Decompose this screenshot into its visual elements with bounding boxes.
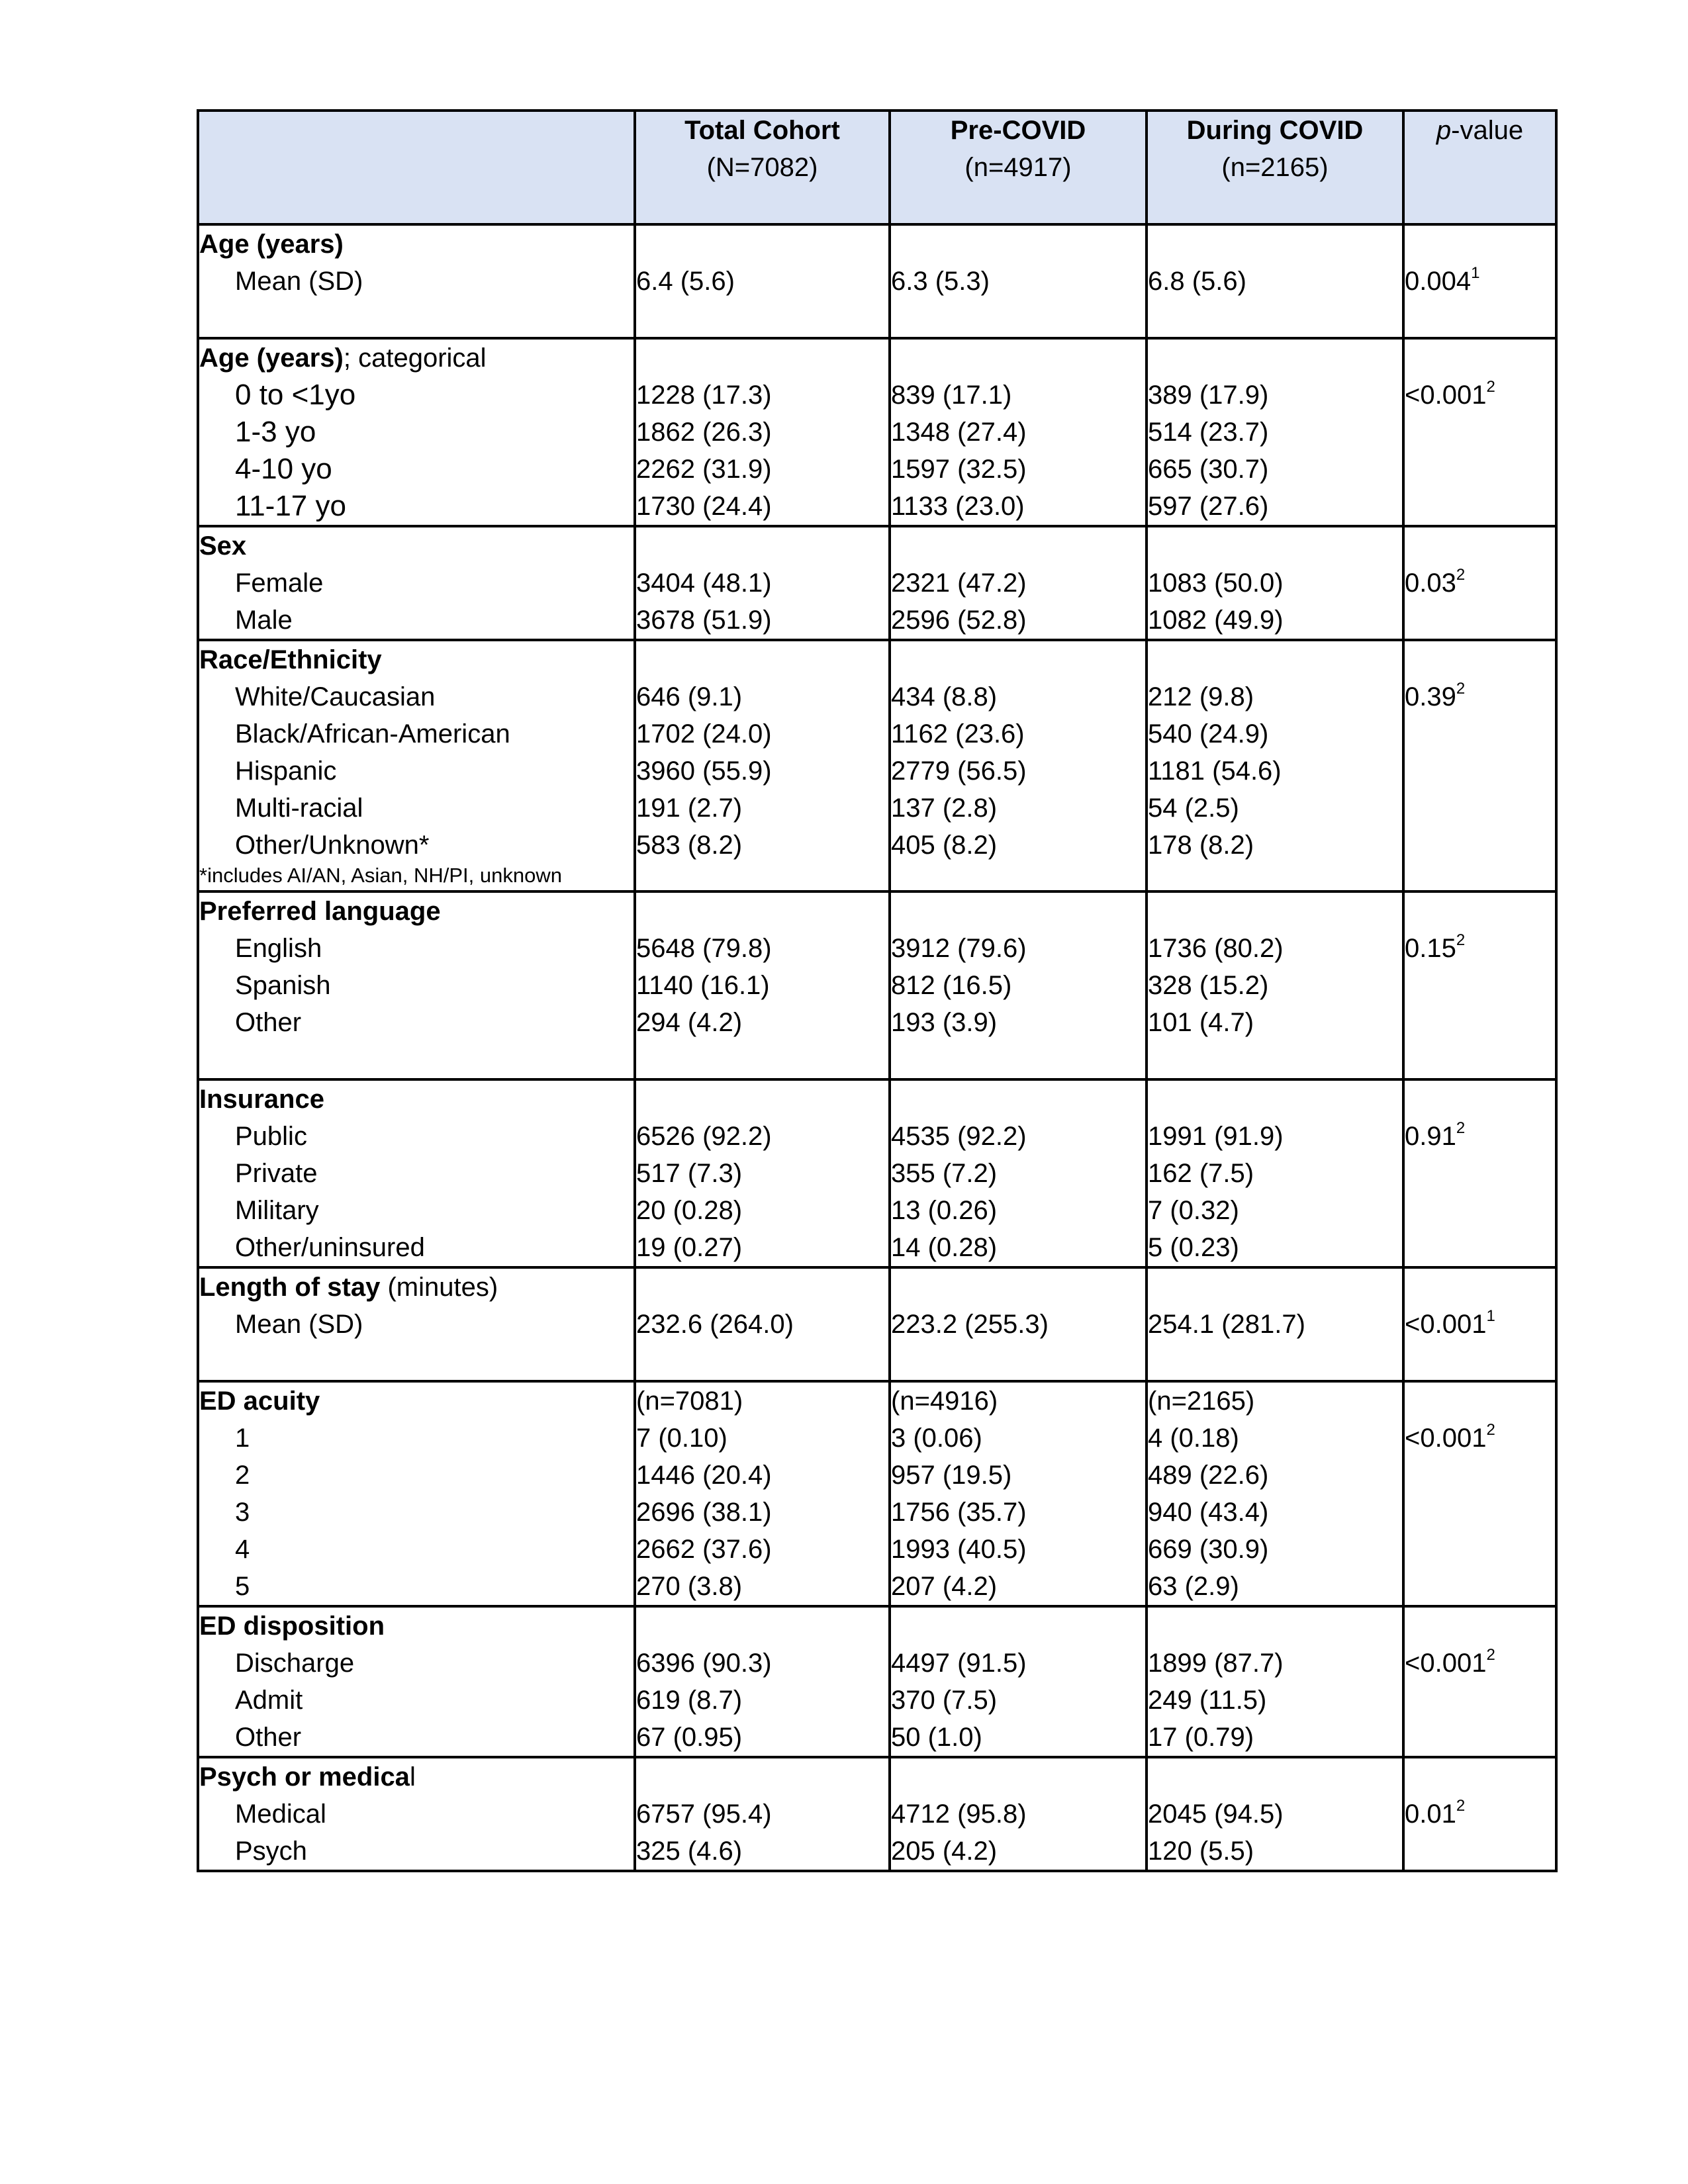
pre-covid-cell: [890, 526, 1147, 640]
cell-value: 370 (7.5): [891, 1686, 998, 1715]
subgroup-n: [891, 641, 1145, 678]
section-label-cell: [198, 1606, 635, 1757]
row-label: Other: [235, 1008, 302, 1037]
cell-value: 434 (8.8): [891, 682, 998, 711]
row-label: Female: [235, 569, 324, 598]
p-value-footnote-marker: 2: [1456, 679, 1466, 698]
table-section-row: [198, 891, 1556, 1079]
header-total-cohort-title: Total Cohort: [684, 116, 840, 145]
header-total-cohort: [635, 111, 890, 224]
p-value-number: 0.03: [1405, 569, 1456, 598]
p-value-cell: [1403, 1267, 1556, 1381]
header-p-value: [1403, 111, 1556, 224]
spacer: [1405, 1081, 1555, 1118]
p-value-number: <0.001: [1405, 1649, 1487, 1678]
p-value-footnote-marker: 2: [1456, 1118, 1466, 1137]
cell-value: 597 (27.6): [1148, 492, 1269, 521]
total-cohort-cell: [635, 224, 890, 338]
p-value: [1405, 1796, 1555, 1833]
p-value-footnote-marker: 1: [1471, 263, 1480, 282]
cell-value: 1862 (26.3): [636, 418, 772, 447]
cell-value: 270 (3.8): [636, 1572, 743, 1601]
subgroup-n: [636, 1758, 888, 1796]
p-value: [1405, 1306, 1555, 1343]
section-heading: [199, 1758, 633, 1796]
cell-value: 193 (3.9): [891, 1008, 998, 1037]
row-label: Other: [235, 1723, 302, 1752]
section-label-cell: [198, 891, 635, 1079]
during-covid-cell: [1147, 640, 1403, 891]
cell-value: 1702 (24.0): [636, 719, 772, 749]
cell-value: 7 (0.10): [636, 1424, 727, 1453]
row-label: White/Caucasian: [235, 682, 436, 711]
p-value-cell: [1403, 1079, 1556, 1267]
spacer: [199, 1041, 633, 1078]
p-value: [1405, 263, 1555, 300]
cell-value: 2662 (37.6): [636, 1535, 772, 1564]
cell-value: 50 (1.0): [891, 1723, 982, 1752]
p-value: [1405, 565, 1555, 602]
subgroup-n: [636, 527, 888, 565]
section-title-extra: ; categorical: [343, 343, 487, 373]
row-label: Male: [235, 606, 293, 635]
cell-value: 120 (5.5): [1148, 1837, 1254, 1866]
cell-value: 5648 (79.8): [636, 934, 772, 963]
row-label: Hispanic: [235, 756, 337, 786]
cell-value: 6.4 (5.6): [636, 267, 735, 296]
row-label: Multi-racial: [235, 794, 363, 823]
header-pre-covid-title: Pre-COVID: [950, 116, 1086, 145]
cell-value: 619 (8.7): [636, 1686, 743, 1715]
section-title: Psych or medica: [199, 1762, 410, 1792]
subgroup-n: [636, 893, 888, 930]
subgroup-n: (n=7081): [636, 1387, 743, 1416]
pre-covid-cell: [890, 1757, 1147, 1871]
cell-value: 4 (0.18): [1148, 1424, 1239, 1453]
section-title: Age (years): [199, 230, 344, 259]
cell-value: 489 (22.6): [1148, 1461, 1269, 1490]
total-cohort-cell: [635, 338, 890, 526]
subgroup-n: [891, 226, 1145, 263]
header-during-covid: [1147, 111, 1403, 224]
cell-value: 212 (9.8): [1148, 682, 1254, 711]
spacer: [1405, 893, 1555, 930]
section-label-cell: [198, 1267, 635, 1381]
cell-value: 583 (8.2): [636, 831, 743, 860]
cell-value: 6.8 (5.6): [1148, 267, 1246, 296]
subgroup-n: (n=2165): [1148, 1387, 1255, 1416]
cell-value: 1597 (32.5): [891, 455, 1027, 484]
row-label: 11-17 yo: [235, 490, 346, 522]
p-value-cell: [1403, 224, 1556, 338]
spacer: [1405, 641, 1555, 678]
cell-value: 4712 (95.8): [891, 1799, 1027, 1829]
section-heading: [199, 1608, 633, 1645]
section-title: Sex: [199, 531, 247, 561]
subgroup-n: [891, 527, 1145, 565]
subgroup-n: [636, 1081, 888, 1118]
cell-value: 665 (30.7): [1148, 455, 1269, 484]
during-covid-cell: [1147, 1267, 1403, 1381]
pre-covid-cell: [890, 891, 1147, 1079]
row-label: 4-10 yo: [235, 453, 332, 485]
table-section-row: [198, 1079, 1556, 1267]
p-value: [1405, 678, 1555, 715]
row-label: Military: [235, 1196, 319, 1225]
spacer: [1405, 340, 1555, 377]
p-value-cell: [1403, 1381, 1556, 1606]
subgroup-n: [636, 340, 888, 377]
cell-value: 6396 (90.3): [636, 1649, 772, 1678]
header-total-cohort-n: (N=7082): [706, 153, 818, 182]
pre-covid-cell: [890, 1381, 1147, 1606]
cell-value: 3404 (48.1): [636, 569, 772, 598]
cell-value: 405 (8.2): [891, 831, 998, 860]
row-label: Other/Unknown*: [235, 831, 430, 860]
subgroup-n: [1148, 226, 1402, 263]
row-label: Mean (SD): [235, 267, 363, 296]
subgroup-n: [1148, 1608, 1402, 1645]
section-title-extra: (minutes): [380, 1273, 498, 1302]
cell-value: 957 (19.5): [891, 1461, 1012, 1490]
subgroup-n: [1148, 641, 1402, 678]
section-heading: [199, 226, 633, 263]
row-label: Discharge: [235, 1649, 355, 1678]
section-title: ED acuity: [199, 1387, 320, 1416]
p-value-cell: [1403, 640, 1556, 891]
subgroup-n: [1148, 527, 1402, 565]
p-value-footnote-marker: 2: [1456, 565, 1466, 584]
row-label: 3: [235, 1498, 250, 1527]
subgroup-n: [636, 641, 888, 678]
cell-value: 2045 (94.5): [1148, 1799, 1284, 1829]
cell-value: 19 (0.27): [636, 1233, 743, 1262]
p-value-footnote-marker: 1: [1486, 1306, 1495, 1325]
total-cohort-cell: [635, 1267, 890, 1381]
row-label: 1: [235, 1424, 250, 1453]
row-label: Mean (SD): [235, 1310, 363, 1339]
spacer: [1405, 1608, 1555, 1645]
section-heading: [199, 1383, 633, 1420]
p-value-number: 0.15: [1405, 934, 1456, 963]
cell-value: 540 (24.9): [1148, 719, 1269, 749]
cell-value: 5 (0.23): [1148, 1233, 1239, 1262]
section-label-cell: [198, 1757, 635, 1871]
subgroup-n: [891, 1608, 1145, 1645]
section-heading: [199, 1081, 633, 1118]
pre-covid-cell: [890, 1606, 1147, 1757]
spacer: [1405, 226, 1555, 263]
table-section-row: [198, 1757, 1556, 1871]
cell-value: 205 (4.2): [891, 1837, 998, 1866]
table-section-row: [198, 1267, 1556, 1381]
p-value-cell: [1403, 1757, 1556, 1871]
cell-value: 1756 (35.7): [891, 1498, 1027, 1527]
row-label: Medical: [235, 1799, 326, 1829]
p-value-number: 0.91: [1405, 1122, 1456, 1151]
spacer: [199, 1343, 633, 1380]
p-value-cell: [1403, 526, 1556, 640]
cell-value: 223.2 (255.3): [891, 1310, 1049, 1339]
cell-value: 1140 (16.1): [636, 971, 770, 1000]
cell-value: 517 (7.3): [636, 1159, 743, 1188]
cell-value: 2779 (56.5): [891, 756, 1027, 786]
spacer: [1405, 527, 1555, 565]
cell-value: 3912 (79.6): [891, 934, 1027, 963]
cell-value: 3678 (51.9): [636, 606, 772, 635]
during-covid-cell: [1147, 1381, 1403, 1606]
cell-value: 249 (11.5): [1148, 1686, 1267, 1715]
subgroup-n: [891, 1081, 1145, 1118]
cell-value: 7 (0.32): [1148, 1196, 1239, 1225]
total-cohort-cell: [635, 1079, 890, 1267]
during-covid-cell: [1147, 224, 1403, 338]
section-heading: [199, 527, 633, 565]
cell-value: 1446 (20.4): [636, 1461, 772, 1490]
row-label: English: [235, 934, 322, 963]
section-title-extra: l: [409, 1762, 416, 1792]
spacer: [199, 300, 633, 337]
cell-value: 20 (0.28): [636, 1196, 743, 1225]
during-covid-cell: [1147, 1606, 1403, 1757]
demographics-table: [197, 109, 1558, 1872]
row-label: Private: [235, 1159, 318, 1188]
subgroup-n: [891, 340, 1145, 377]
table-section-row: [198, 640, 1556, 891]
section-label-cell: [198, 526, 635, 640]
row-label: 1-3 yo: [235, 416, 316, 448]
cell-value: 325 (4.6): [636, 1837, 743, 1866]
pre-covid-cell: [890, 640, 1147, 891]
p-value: [1405, 377, 1555, 414]
p-value-footnote-marker: 2: [1456, 1796, 1466, 1815]
section-label-cell: [198, 1381, 635, 1606]
cell-value: 1083 (50.0): [1148, 569, 1284, 598]
cell-value: 2262 (31.9): [636, 455, 772, 484]
subgroup-n: [636, 226, 888, 263]
cell-value: 6526 (92.2): [636, 1122, 772, 1151]
row-label: 4: [235, 1535, 250, 1564]
cell-value: 2596 (52.8): [891, 606, 1027, 635]
table-section-row: [198, 1606, 1556, 1757]
total-cohort-cell: [635, 891, 890, 1079]
pre-covid-cell: [890, 338, 1147, 526]
cell-value: 63 (2.9): [1148, 1572, 1239, 1601]
subgroup-n: [891, 893, 1145, 930]
p-value: [1405, 1118, 1555, 1155]
header-p-value-italic: p: [1436, 116, 1452, 145]
section-heading: [199, 893, 633, 930]
subgroup-n: (n=4916): [891, 1387, 998, 1416]
spacer: [1405, 1269, 1555, 1306]
cell-value: 1228 (17.3): [636, 381, 772, 410]
row-label: Psych: [235, 1837, 307, 1866]
cell-value: 1082 (49.9): [1148, 606, 1284, 635]
cell-value: 191 (2.7): [636, 794, 743, 823]
header-pre-covid: [890, 111, 1147, 224]
cell-value: 101 (4.7): [1148, 1008, 1254, 1037]
header-during-covid-n: (n=2165): [1221, 153, 1329, 182]
row-label: Black/African-American: [235, 719, 510, 749]
during-covid-cell: [1147, 338, 1403, 526]
section-title: Length of stay: [199, 1273, 381, 1302]
footnote: *includes AI/AN, Asian, NH/PI, unknown: [199, 864, 562, 887]
section-label-cell: [198, 338, 635, 526]
cell-value: 328 (15.2): [1148, 971, 1269, 1000]
cell-value: 1133 (23.0): [891, 492, 1025, 521]
row-label: 0 to <1yo: [235, 379, 356, 411]
cell-value: 4535 (92.2): [891, 1122, 1027, 1151]
cell-value: 4497 (91.5): [891, 1649, 1027, 1678]
subgroup-n: [636, 1608, 888, 1645]
total-cohort-cell: [635, 526, 890, 640]
header-during-covid-title: During COVID: [1186, 116, 1364, 145]
cell-value: 514 (23.7): [1148, 418, 1269, 447]
section-label-cell: [198, 640, 635, 891]
total-cohort-cell: [635, 1606, 890, 1757]
table-header-row: [198, 111, 1556, 224]
subgroup-n: [636, 1269, 888, 1306]
cell-value: 2696 (38.1): [636, 1498, 772, 1527]
row-label: Public: [235, 1122, 307, 1151]
p-value-footnote-marker: 2: [1456, 931, 1466, 949]
section-heading: [199, 641, 633, 678]
total-cohort-cell: [635, 640, 890, 891]
cell-value: 178 (8.2): [1148, 831, 1254, 860]
section-label-cell: [198, 1079, 635, 1267]
during-covid-cell: [1147, 891, 1403, 1079]
cell-value: 162 (7.5): [1148, 1159, 1254, 1188]
cell-value: 812 (16.5): [891, 971, 1012, 1000]
pre-covid-cell: [890, 224, 1147, 338]
header-pre-covid-n: (n=4917): [964, 153, 1072, 182]
subgroup-n: [1148, 893, 1402, 930]
row-label: Spanish: [235, 971, 331, 1000]
p-value: [1405, 1420, 1555, 1457]
section-title: Race/Ethnicity: [199, 645, 382, 674]
total-cohort-cell: [635, 1381, 890, 1606]
header-empty-cell: [198, 111, 635, 224]
p-value: [1405, 930, 1555, 967]
cell-value: 54 (2.5): [1148, 794, 1239, 823]
cell-value: 1736 (80.2): [1148, 934, 1284, 963]
cell-value: 1993 (40.5): [891, 1535, 1027, 1564]
table-section-row: [198, 526, 1556, 640]
total-cohort-cell: [635, 1757, 890, 1871]
table-section-row: [198, 224, 1556, 338]
p-value-number: <0.001: [1405, 1424, 1487, 1453]
cell-value: 1899 (87.7): [1148, 1649, 1284, 1678]
cell-value: 1348 (27.4): [891, 418, 1027, 447]
cell-value: 14 (0.28): [891, 1233, 998, 1262]
header-p-value-rest: -value: [1451, 116, 1524, 145]
cell-value: 1181 (54.6): [1148, 756, 1282, 786]
spacer: [1405, 1758, 1555, 1796]
subgroup-n: [1148, 340, 1402, 377]
section-title: ED disposition: [199, 1612, 385, 1641]
section-heading: [199, 1269, 633, 1306]
cell-value: 17 (0.79): [1148, 1723, 1254, 1752]
cell-value: 646 (9.1): [636, 682, 743, 711]
cell-value: 940 (43.4): [1148, 1498, 1269, 1527]
p-value-number: 0.01: [1405, 1799, 1456, 1829]
row-label: 2: [235, 1461, 250, 1490]
p-value-number: 0.39: [1405, 682, 1456, 711]
cell-value: 294 (4.2): [636, 1008, 743, 1037]
subgroup-n: [891, 1269, 1145, 1306]
cell-value: 1991 (91.9): [1148, 1122, 1284, 1151]
p-value-cell: [1403, 891, 1556, 1079]
cell-value: 254.1 (281.7): [1148, 1310, 1305, 1339]
cell-value: 137 (2.8): [891, 794, 998, 823]
p-value-footnote-marker: 2: [1486, 1420, 1495, 1439]
p-value-cell: [1403, 338, 1556, 526]
cell-value: 3960 (55.9): [636, 756, 772, 786]
cell-value: 6757 (95.4): [636, 1799, 772, 1829]
table-section-row: [198, 1381, 1556, 1606]
p-value-cell: [1403, 1606, 1556, 1757]
section-heading: [199, 340, 633, 377]
pre-covid-cell: [890, 1267, 1147, 1381]
section-title: Age (years): [199, 343, 344, 373]
during-covid-cell: [1147, 526, 1403, 640]
subgroup-n: [1148, 1758, 1402, 1796]
spacer: [1405, 1383, 1555, 1420]
p-value-footnote-marker: 2: [1486, 377, 1495, 396]
p-value-number: <0.001: [1405, 1310, 1487, 1339]
cell-value: 669 (30.9): [1148, 1535, 1269, 1564]
section-title: Preferred language: [199, 897, 441, 926]
subgroup-n: [1148, 1081, 1402, 1118]
subgroup-n: [1148, 1269, 1402, 1306]
cell-value: 2321 (47.2): [891, 569, 1027, 598]
row-label: 5: [235, 1572, 250, 1601]
subgroup-n: [891, 1758, 1145, 1796]
cell-value: 355 (7.2): [891, 1159, 998, 1188]
row-label: Other/uninsured: [235, 1233, 425, 1262]
row-label: Admit: [235, 1686, 303, 1715]
cell-value: 67 (0.95): [636, 1723, 743, 1752]
cell-value: 207 (4.2): [891, 1572, 998, 1601]
during-covid-cell: [1147, 1757, 1403, 1871]
cell-value: 6.3 (5.3): [891, 267, 990, 296]
cell-value: 389 (17.9): [1148, 381, 1269, 410]
section-label-cell: [198, 224, 635, 338]
cell-value: 1162 (23.6): [891, 719, 1025, 749]
cell-value: 232.6 (264.0): [636, 1310, 794, 1339]
p-value-number: <0.001: [1405, 381, 1487, 410]
cell-value: 839 (17.1): [891, 381, 1012, 410]
pre-covid-cell: [890, 1079, 1147, 1267]
during-covid-cell: [1147, 1079, 1403, 1267]
cell-value: 13 (0.26): [891, 1196, 998, 1225]
cell-value: 3 (0.06): [891, 1424, 982, 1453]
cell-value: 1730 (24.4): [636, 492, 772, 521]
table-section-row: [198, 338, 1556, 526]
p-value: [1405, 1645, 1555, 1682]
p-value-footnote-marker: 2: [1486, 1645, 1495, 1664]
section-title: Insurance: [199, 1085, 324, 1114]
p-value-number: 0.004: [1405, 267, 1472, 296]
